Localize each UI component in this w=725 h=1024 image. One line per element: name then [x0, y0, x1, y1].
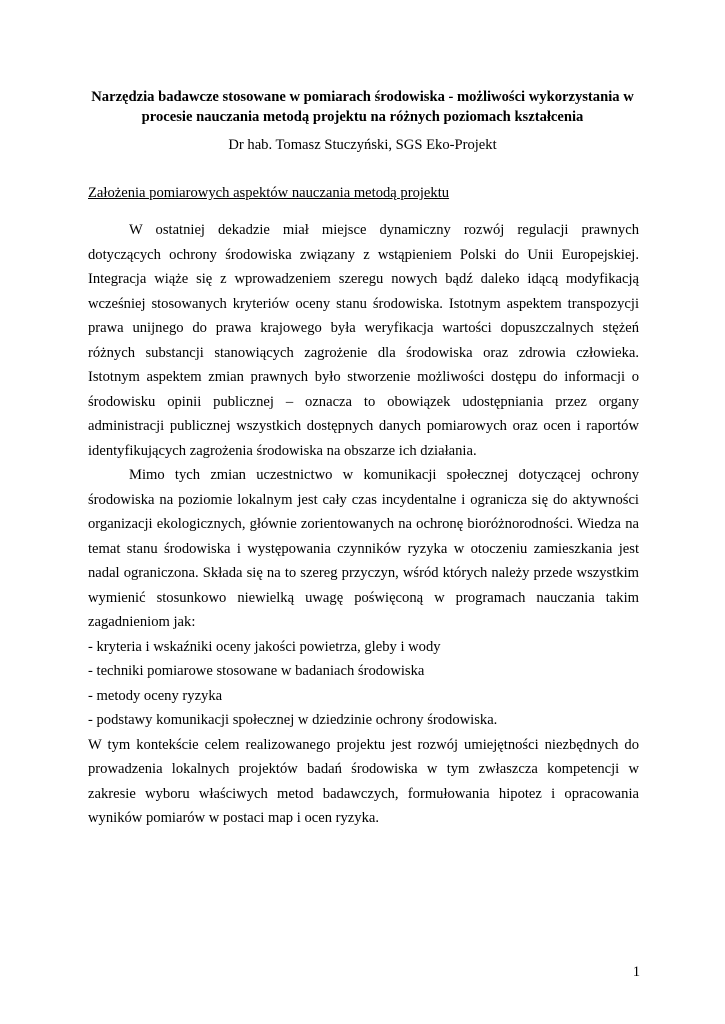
topic-list — [88, 635, 639, 733]
closing-paragraph: W tym kontekście celem realizowanego projektu jest rozwój umiejętności niezbędnych do prowadzenia lokalnych projektów badań środowiska w tym zwłaszcza kompetencji w zakresie wyboru właściwych metod badawczych, formułowania hipotez i opracowania wyników pomiarów w postaci map i ocen ryzyka. — [88, 736, 639, 826]
section-heading: Założenia pomiarowych aspektów nauczania metodą projektu — [88, 185, 450, 201]
page-number: 1 — [632, 964, 640, 980]
paragraph-1: W ostatniej dekadzie miał miejsce dynamiczny rozwój regulacji prawnych dotyczących ochrony środowiska związany z wstąpieniem Polski do Unii Europejskiej. Integracja wiąże się z wprowadzeniem szeregu nowych bądź daleko idącą modyfikacją wcześniej stosowanych kryteriów oceny stanu środowiska. Istotnym aspektem transpozycji prawa unijnego do prawa krajowego była weryfikacja wartości dopuszczalnych stężeń różnych substancji stanowiących zagrożenie dla środowiska oraz zdrowia człowieka. Istotnym aspektem zmian prawnych było stworzenie możliwości dostępu do informacji o środowisku opinii publicznej – oznacza to obowiązek udostępniania przez organy administracji publicznej wszystkich dostępnych danych pomiarowych oraz ocen i raportów identyfikujących zagrożenia środowiska na obszarze ich działania. — [88, 222, 639, 459]
document-author: Dr hab. Tomasz Stuczyński, SGS Eko-Projekt — [228, 137, 497, 153]
paragraph-2: Mimo tych zmian uczestnictwo w komunikacji społecznej dotyczącej ochrony środowiska na poziomie lokalnym jest cały czas incydentalne i ogranicza się do aktywności organizacji ekologicznych, głównie zorientowanych na ochronę bioróżnorodności. Wiedza na temat stanu środowiska i występowania czynników ryzyka w otoczeniu zamieszkania jest nadal ograniczona. Składa się na to szereg przyczyn, wśród których należy przede wszystkim wymienić stosunkowo niewielką uwagę poświęconą w programach nauczania takim zagadnieniom jak: — [88, 467, 639, 630]
document-title: Narzędzia badawcze stosowane w pomiarach środowiska - możliwości wykorzystania w procesie nauczania metodą projektu na różnych poziomach kształcenia — [91, 89, 634, 125]
list-item: - techniki pomiarowe stosowane w badaniach środowiska — [88, 663, 425, 679]
list-item: - kryteria i wskaźniki oceny jakości powietrza, gleby i wody — [88, 638, 441, 655]
document-body — [88, 218, 639, 831]
list-item: - podstawy komunikacji społecznej w dziedzinie ochrony środowiska. — [88, 712, 498, 728]
list-item: - metody oceny ryzyka — [88, 687, 223, 704]
